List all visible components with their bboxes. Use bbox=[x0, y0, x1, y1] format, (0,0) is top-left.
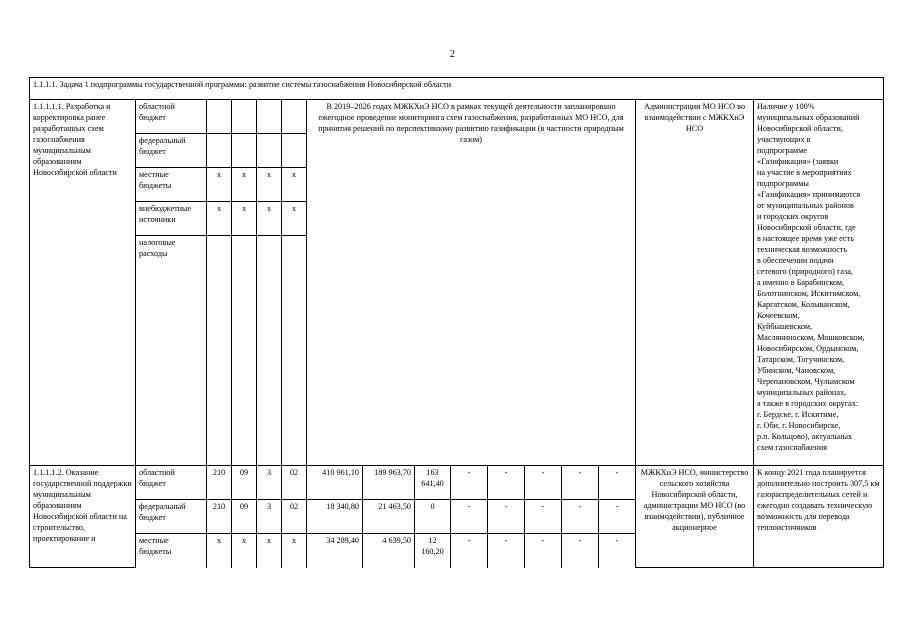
value-cell: 0 bbox=[415, 500, 451, 534]
value-cell: - bbox=[451, 534, 488, 568]
code-cell: x bbox=[232, 202, 257, 236]
code-cell: 02 bbox=[282, 466, 307, 500]
code-cell: x bbox=[282, 168, 307, 202]
task-header-row bbox=[30, 78, 884, 100]
code-cell: 02 bbox=[282, 500, 307, 534]
code-cell: x bbox=[257, 168, 282, 202]
measure2-executor: МЖКХиЭ НСО, министерство сельского хозяйства Новосибирской области, администрации МО НСО (во взаимодействии), публичное акционерное bbox=[636, 466, 754, 568]
code-cell: x bbox=[207, 168, 232, 202]
measure1-executor: Администрации МО НСО во взаимодействии с МЖКХиЭ НСО bbox=[636, 100, 754, 466]
value-cell: - bbox=[488, 500, 525, 534]
value-cell: - bbox=[525, 534, 562, 568]
code-cell: 09 bbox=[232, 466, 257, 500]
code-cell: 210 bbox=[207, 466, 232, 500]
measure2-source: федеральный бюджет bbox=[136, 500, 207, 534]
measure1-name: 1.1.1.1.1. Разработка и корректировка ранее разработанных схем газоснабжения муниципальным образованиям Новосибирской области bbox=[30, 100, 136, 466]
measure1-result: Наличие у 100% муниципальных образований Новосибирской области, участвующих в подпрограмме «Газификация» (заявки на участие в мероприятиях подпрограммы «Газификация» принимаются от муниципальных районов и городских округов Новосибирской области, где в настоящее время уже есть техническая возможность в обеспечении подачи сетевого (природного) газа, а именно в Барабинском, Болотнинском, Искитимском, Каргатском, Колыванском, Кочеевском, Куйбышевском, Масляниноском, Мошковском, Новосибирском, Ордынском, Татарском, Тогучинском, Убинском, Чановском, Черепановском, Чулымском муниципальных районах, а также в городских округах: г. Бердске, г. Искитиме, г. Оби, г. Новосибирске, р.п. Кольцово), актуальных схем газоснабжения bbox=[754, 100, 884, 466]
code-cell: x bbox=[232, 534, 257, 568]
code-cell: 09 bbox=[232, 500, 257, 534]
program-table bbox=[29, 77, 884, 568]
value-cell: 189 963,70 bbox=[363, 466, 415, 500]
measure1-source-federal: федеральный бюджет bbox=[136, 134, 207, 168]
value-cell: - bbox=[451, 466, 488, 500]
code-cell: 3 bbox=[257, 466, 282, 500]
code-cell: 3 bbox=[257, 500, 282, 534]
measure1-source-local: местные бюджеты bbox=[136, 168, 207, 202]
value-cell: - bbox=[488, 534, 525, 568]
value-cell: - bbox=[562, 500, 599, 534]
code-cell: x bbox=[257, 202, 282, 236]
value-cell: - bbox=[562, 534, 599, 568]
measure1-row-regional bbox=[30, 100, 884, 134]
value-cell: - bbox=[451, 500, 488, 534]
value-cell: - bbox=[599, 466, 636, 500]
value-cell: - bbox=[562, 466, 599, 500]
value-cell: - bbox=[599, 534, 636, 568]
measure1-source-tax: налоговые расходы bbox=[136, 236, 207, 466]
code-cell: x bbox=[257, 534, 282, 568]
code-cell: x bbox=[282, 202, 307, 236]
value-cell: - bbox=[599, 500, 636, 534]
page-number: 2 bbox=[450, 49, 455, 60]
measure1-source-regional: областной бюджет bbox=[136, 100, 207, 134]
code-cell: 210 bbox=[207, 500, 232, 534]
value-cell: 163 641,40 bbox=[415, 466, 451, 500]
measure2-result: К концу 2021 года планируется дополнительно построить 307,5 км газораспределительных сетей и ежегодно создавать техническую возможность для перевода теплоисточников bbox=[754, 466, 884, 568]
value-cell: 21 463,50 bbox=[363, 500, 415, 534]
measure1-description: В 2019–2026 годах МЖКХиЭ НСО в рамках текущей деятельности запланировано ежегодное проведение мониторинга схем газоснабжения, разработанных МО НСО, для принятия решений по перспективному развитию газификации (в частности природным газом) bbox=[307, 100, 636, 466]
measure2-source: местные бюджеты bbox=[136, 534, 207, 568]
measure2-source: областной бюджет bbox=[136, 466, 207, 500]
code-cell: x bbox=[232, 168, 257, 202]
measure2-row-regional bbox=[30, 466, 884, 500]
code-cell: x bbox=[282, 534, 307, 568]
measure2-name: 1.1.1.1.2. Оказание государственной поддержки муниципальным образованиям Новосибирской области на строительство, проектирование и bbox=[30, 466, 136, 568]
measure1-source-extra: внебюджетные источники bbox=[136, 202, 207, 236]
code-cell: x bbox=[207, 202, 232, 236]
value-cell: 12 160,20 bbox=[415, 534, 451, 568]
code-cell: x bbox=[207, 534, 232, 568]
value-cell: 410 961,10 bbox=[307, 466, 363, 500]
task-header: 1.1.1.1. Задача 1 подпрограммы государственной программы: развитие системы газоснабжения Новосибирской области bbox=[30, 78, 884, 100]
value-cell: 34 289,40 bbox=[307, 534, 363, 568]
value-cell: 4 639,50 bbox=[363, 534, 415, 568]
value-cell: - bbox=[525, 466, 562, 500]
value-cell: - bbox=[525, 500, 562, 534]
value-cell: 18 340,80 bbox=[307, 500, 363, 534]
value-cell: - bbox=[488, 466, 525, 500]
